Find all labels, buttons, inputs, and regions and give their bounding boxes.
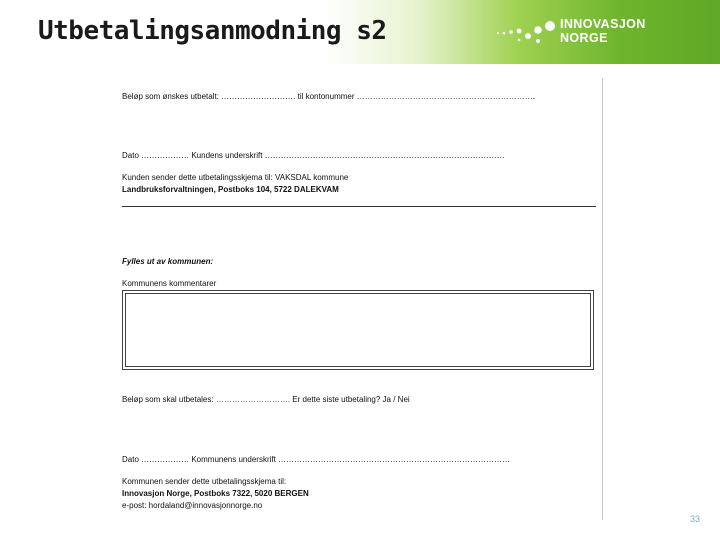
innovasjon-norge-logo <box>494 14 654 50</box>
payment-request-form <box>110 78 603 520</box>
logo-text <box>560 17 646 45</box>
section-divider <box>122 206 596 207</box>
customer-address-line: Landbruksforvaltningen, Postboks 104, 5722 DALEKVAM <box>122 185 339 194</box>
email-line: e-post: hordaland@innovasjonnorge.no <box>122 501 263 510</box>
innovasjon-address-line: Innovasjon Norge, Postboks 7322, 5020 BERGEN <box>122 489 309 498</box>
logo-line1: INNOVASJON <box>560 17 646 31</box>
slide-header <box>0 0 720 64</box>
municipality-comments-box <box>122 290 594 370</box>
amount-to-pay-line: Beløp som skal utbetales: ………………………. Er dette siste utbetaling? Ja / Nei <box>122 395 410 404</box>
municipality-heading: Fylles ut av kommunen: <box>122 257 214 266</box>
logo-dots-icon <box>494 14 558 50</box>
date-municipality-signature-line: Dato ……………… Kommunens underskrift …………………………………………………………………………… <box>122 455 511 464</box>
amount-requested-line: Beløp som ønskes utbetalt: ………………………. til kontonummer …………………………………………………………. <box>122 92 535 101</box>
logo-line2: NORGE <box>560 31 608 45</box>
municipality-comments-label: Kommunens kommentarer <box>122 279 217 288</box>
page-number: 33 <box>690 514 701 524</box>
slide-title: Utbetalingsanmodning s2 <box>38 16 387 46</box>
municipality-send-to-line: Kommunen sender dette utbetalingsskjema til: <box>122 477 287 486</box>
date-customer-signature-line: Dato ……………… Kundens underskrift ……………………………………………………………………………… <box>122 151 505 160</box>
municipality-comments-inner <box>125 293 591 367</box>
customer-send-to-line: Kunden sender dette utbetalingsskjema til: VAKSDAL kommune <box>122 173 349 182</box>
